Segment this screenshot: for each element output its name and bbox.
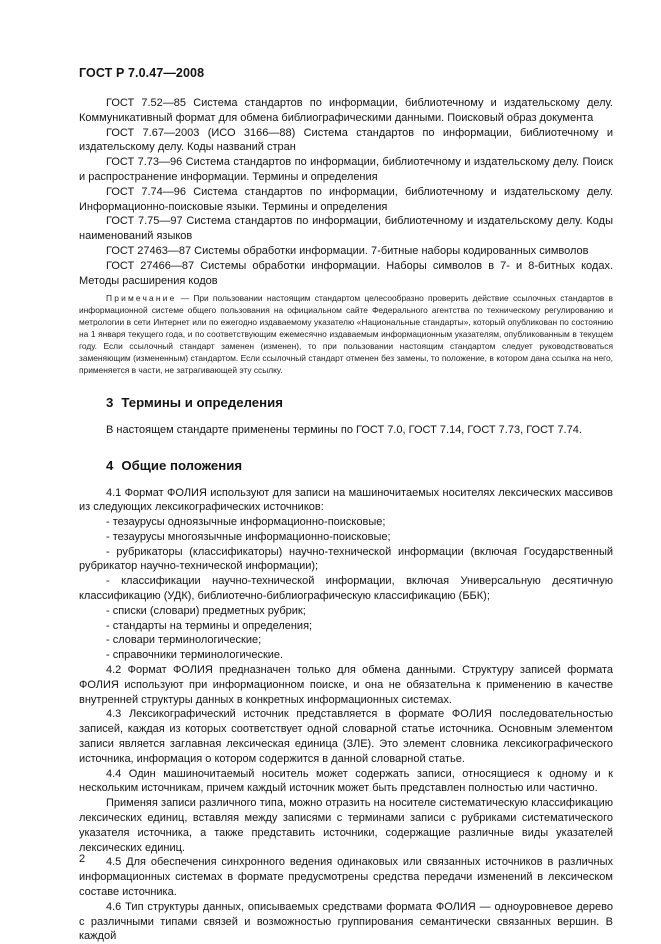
section-3-text: В настоящем стандарте применены термины по ГОСТ 7.0, ГОСТ 7.14, ГОСТ 7.73, ГОСТ 7.74. [106, 423, 582, 436]
clause-4-4-continued: Применяя записи различного типа, можно отразить на носителе систематическую классификацию лексических единиц, вставляя между записями с терминами записи с рубриками систематического указателя источника, а также представить источники, содержащие различные виды указателей лексических единиц. [79, 797, 613, 854]
note-text: — При пользовании настоящим стандартом целесообразно проверить действие ссылочных стандартов в информационной системе общего пользования на официальном сайте Федерального агентства по техническому регулированию и метрологии в сети Интернет или по ежегодно издаваемому указателю «Национальные стандарты», который опубликован по состоянию на 1 января текущего года, и по соответствующим ежемесячно издаваемым информационным указателям, опубликованным в текущем году. Если ссылочный стандарт заменен (изменен), то при пользовании настоящим стандартом следует руководствоваться заменяющим (измененным) стандартом. Если ссылочный стандарт отменен без замены, то положение, в котором дана ссылка на него, применяется в части, не затрагивающей эту ссылку. [79, 293, 613, 375]
note-label: Примечание [106, 293, 177, 304]
clause-4-4: 4.4 Один машиночитаемый носитель может содержать записи, относящиеся к одному и к нескольким источникам, причем каждый источник может быть представлен полностью или частично. [79, 767, 613, 795]
list-item: - тезаурусы многоязычные информационно-поисковые; [106, 530, 391, 543]
list-item: - тезаурусы одноязычные информационно-поисковые; [106, 516, 386, 529]
section-4-heading [79, 458, 613, 473]
page-number: 2 [79, 853, 86, 865]
ref-gost-7-67: ГОСТ 7.67—2003 (ИСО 3166—88) Система стандартов по информации, библиотечному и издательскому делу. Коды названий стран [79, 126, 613, 154]
clause-4-5: 4.5 Для обеспечения синхронного ведения одинаковых или связанных источников в различных информационных системах в формате предусмотрены средства передачи изменений в лексическом составе источника. [79, 856, 613, 899]
ref-gost-27466: ГОСТ 27466—87 Системы обработки информации. Наборы символов в 7- и 8-битных кодах. Методы расширения кодов [79, 259, 613, 287]
document-body [79, 96, 613, 944]
clause-4-3: 4.3 Лексикографический источник представляется в формате ФОЛИЯ последовательностью записей, каждая из которых соответствует одной словарной статье источника. Основным элементом записи является заглавная лексическая единица (ЗЛЕ). Это элемент словника лексикографического источника, информация о котором содержится в данной словарной статье. [79, 708, 613, 765]
ref-gost-27463: ГОСТ 27463—87 Системы обработки информации. 7-битные наборы кодированных символов [106, 244, 589, 257]
section-4-number: 4 [106, 457, 114, 473]
list-item: - справочники терминологические. [106, 649, 284, 662]
list-item: - списки (словари) предметных рубрик; [106, 604, 306, 617]
list-item: - стандарты на термины и определения; [106, 619, 313, 632]
section-3-heading [79, 395, 613, 410]
list-item: - рубрикаторы (классификаторы) научно-технической информации (включая Государственный рубрикатор научно-технической информации); [79, 545, 613, 573]
list-item: - словари терминологические; [106, 634, 262, 647]
ref-gost-7-73: ГОСТ 7.73—96 Система стандартов по информации, библиотечному и издательскому делу. Поиск и распространение информации. Термины и определения [79, 156, 613, 183]
section-3-number: 3 [106, 394, 114, 410]
note [79, 293, 613, 376]
clause-4-2: 4.2 Формат ФОЛИЯ предназначен только для обмена данными. Структуру записей формата ФОЛИЯ используют при информационном поиске, и она не обязательна к применению в качестве внутренней структуры данных в конкретных информационных системах. [79, 664, 613, 706]
document-header: ГОСТ Р 7.0.47—2008 [79, 66, 205, 80]
section-3-title: Термины и определения [121, 394, 283, 410]
list-item: - классификации научно-технической информации, включая Универсальную десятичную классификацию (УДК), библиотечно-библиографическую классификацию (ББК); [79, 575, 613, 603]
ref-gost-7-52: ГОСТ 7.52—85 Система стандартов по информации, библиотечному и издательскому делу. Коммуникативный формат для обмена библиографическими данными. Поисковый образ документа [79, 97, 613, 124]
clause-4-1: 4.1 Формат ФОЛИЯ используют для записи на машиночитаемых носителях лексических массивов из следующих лексикографических источников: [79, 486, 613, 514]
ref-gost-7-75: ГОСТ 7.75—97 Система стандартов по информации, библиотечному и издательскому делу. Коды наименований языков [79, 215, 613, 243]
section-4-title: Общие положения [121, 457, 243, 473]
clause-4-6: 4.6 Тип структуры данных, описываемых средствами формата ФОЛИЯ — одноуровневое дерево с различными типами связей и возможностью группирования семантически связанных вершин. В каждой [79, 900, 613, 943]
ref-gost-7-74: ГОСТ 7.74—96 Система стандартов по информации, библиотечному и издательскому делу. Информационно-поисковые языки. Термины и определения [79, 185, 613, 213]
